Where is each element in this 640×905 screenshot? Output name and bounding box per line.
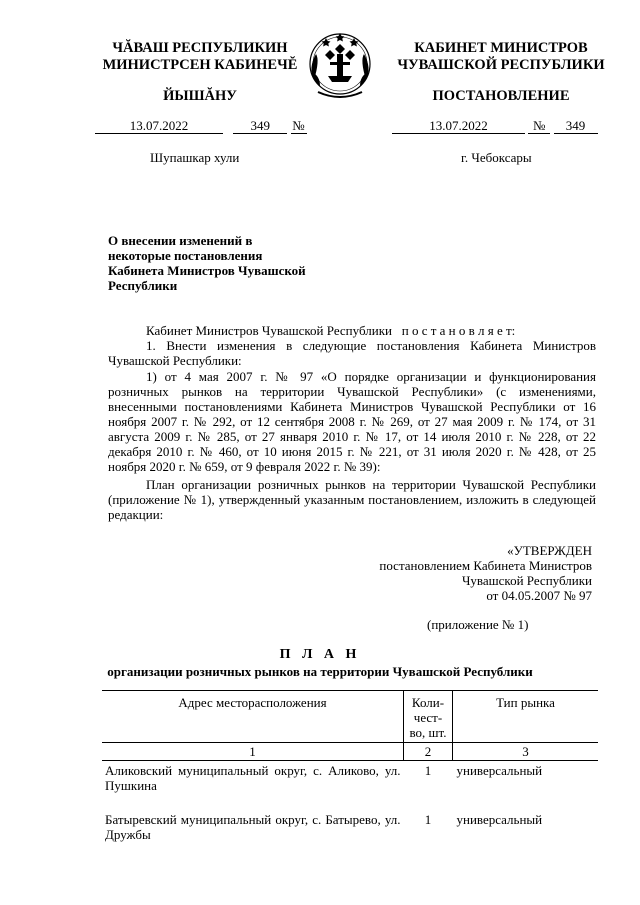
row-address: Батыревский муниципальный округ, с. Батырево, ул. Дружбы bbox=[105, 812, 401, 842]
approval-block bbox=[360, 543, 592, 603]
number-left: 349 bbox=[233, 118, 287, 134]
table-row bbox=[102, 810, 598, 859]
place-right: г. Чебоксары bbox=[461, 150, 532, 165]
row-type: универсальный bbox=[456, 763, 543, 778]
col-header-type: Тип рынка bbox=[453, 691, 599, 743]
doc-type-left: ЙЫШĂНУ bbox=[163, 88, 237, 104]
preamble-verb: п о с т а н о в л я е т: bbox=[401, 323, 516, 338]
col-number-1: 1 bbox=[102, 743, 404, 761]
header-left-title bbox=[85, 40, 315, 74]
paragraph-item-1: 1. Внести изменения в следующие постановления Кабинета Министров Чувашской Республики: bbox=[108, 338, 596, 368]
plan-subtitle: организации розничных рынков на территории Чувашской Республики bbox=[107, 664, 533, 679]
paragraph-plan-change: План организации розничных рынков на территории Чувашской Республики (приложение № 1), утвержденный указанным постановлением, изложить в следующей редакции: bbox=[108, 477, 596, 522]
date-left: 13.07.2022 bbox=[95, 118, 223, 134]
row-count: 1 bbox=[424, 812, 432, 827]
date-right: 13.07.2022 bbox=[392, 118, 525, 134]
paragraph-subitem-1: 1) от 4 мая 2007 г. № 97 «О порядке организации и функционирования розничных рынков на территории Чувашской Республики» (с изменениями, внесенными постановлениями Кабинета Министров Чувашской Республики от 16 ноября 2007 г. № 292, от 12 сентября 2008 г. № 269, от 27 мая 2009 г. № 174, от 31 августа 2009 г. № 285, от 27 января 2010 г. № 17, от 14 июля 2010 г. № 228, от 22 декабря 2010 г. № 460, от 10 июня 2015 г. № 221, от 31 июля 2020 г. № 428, от 25 ноября 2020 г. № 659, от 9 февраля 2022 г. № 39): bbox=[108, 369, 596, 474]
header-left-line2: МИНИСТРСЕН КАБИНЕЧĔ bbox=[102, 57, 298, 73]
dateline-right bbox=[392, 118, 598, 134]
doc-type-right: ПОСТАНОВЛЕНИЕ bbox=[432, 88, 570, 104]
header-right-line2: ЧУВАШСКОЙ РЕСПУБЛИКИ bbox=[397, 57, 605, 73]
table-row bbox=[102, 761, 598, 811]
place-left: Шупашкар хули bbox=[150, 150, 240, 165]
row-address: Аликовский муниципальный округ, с. Аликово, ул. Пушкина bbox=[105, 763, 401, 793]
number-sign-left: № bbox=[292, 118, 305, 133]
approval-line3: Чувашской Республики bbox=[461, 573, 592, 588]
approval-line1: «УТВЕРЖДЕН bbox=[507, 543, 592, 558]
plan-title: П Л А Н bbox=[279, 647, 361, 662]
appendix-label: (приложение № 1) bbox=[427, 617, 529, 632]
preamble-text: Кабинет Министров Чувашской Республики bbox=[146, 323, 392, 338]
document-subject: О внесении изменений в некоторые постановления Кабинета Министров Чувашской Республики bbox=[108, 233, 306, 293]
plan-table bbox=[102, 690, 598, 859]
col-header-address: Адрес месторасположения bbox=[102, 691, 404, 743]
number-right: 349 bbox=[554, 118, 598, 134]
table-number-row bbox=[102, 743, 598, 761]
table-header-row bbox=[102, 691, 598, 743]
col-number-3: 3 bbox=[453, 743, 599, 761]
col-header-count: Коли- чест- во, шт. bbox=[404, 691, 453, 743]
number-sign-right: № bbox=[528, 118, 550, 134]
approval-line4: от 04.05.2007 № 97 bbox=[486, 588, 592, 603]
paragraph-preamble bbox=[108, 323, 596, 338]
header-left-line1: ЧĂВАШ РЕСПУБЛИКИН bbox=[112, 40, 288, 56]
approval-line2: постановлением Кабинета Министров bbox=[379, 558, 592, 573]
row-type: универсальный bbox=[456, 812, 543, 827]
dateline-left bbox=[95, 118, 307, 134]
row-count: 1 bbox=[424, 763, 432, 778]
col-number-2: 2 bbox=[404, 743, 453, 761]
header-right-line1: КАБИНЕТ МИНИСТРОВ bbox=[414, 40, 588, 56]
header-right-title bbox=[382, 40, 620, 74]
